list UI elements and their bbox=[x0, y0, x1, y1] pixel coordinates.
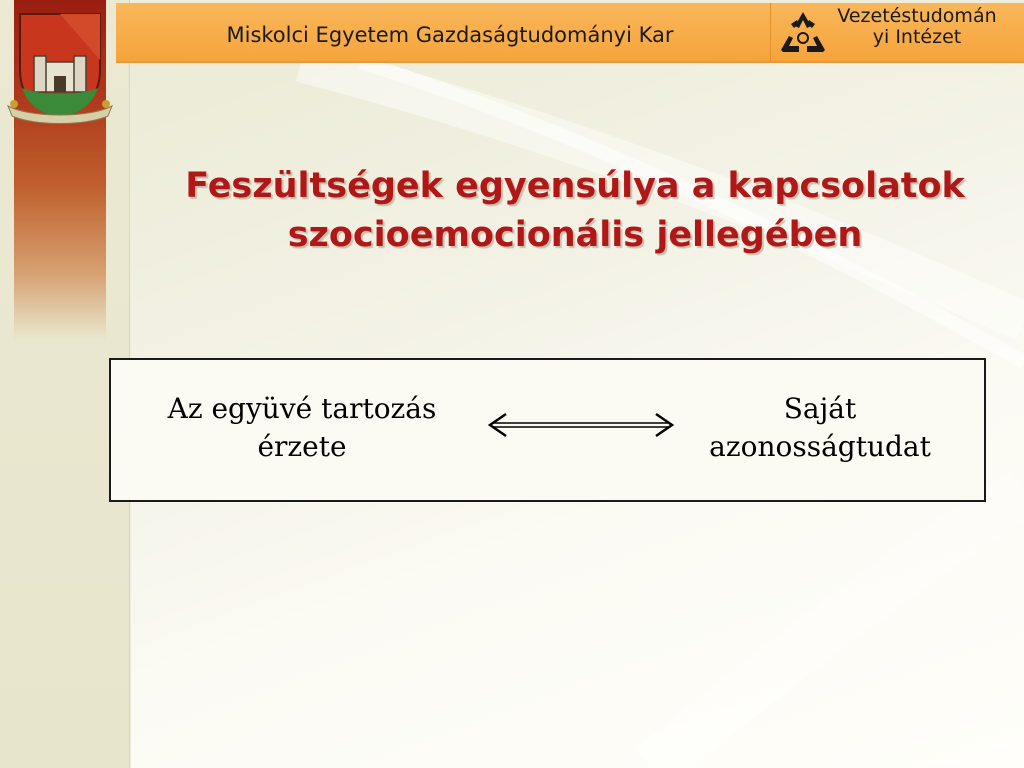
institute-name-line1: Vezetéstudomán bbox=[837, 5, 997, 27]
faculty-name: Miskolci Egyetem Gazdaságtudományi Kar bbox=[226, 23, 674, 47]
left-term-line1: Az együvé tartozás bbox=[167, 392, 437, 425]
slide-title-line1: Feszültségek egyensúlya a kapcsolatok bbox=[185, 166, 965, 206]
slide-title bbox=[140, 162, 1010, 260]
double-arrow-icon bbox=[486, 412, 676, 438]
slide-title-line2: szocioemocionális jellegében bbox=[287, 215, 863, 255]
institute-name-line2: yi Intézet bbox=[872, 26, 962, 48]
university-crest-icon bbox=[0, 0, 120, 135]
institute-name bbox=[812, 6, 1022, 48]
right-term-line2: azonosságtudat bbox=[709, 430, 931, 463]
left-term-line2: érzete bbox=[257, 430, 347, 463]
header-divider bbox=[770, 3, 771, 61]
right-term-line1: Saját bbox=[783, 392, 857, 425]
right-term bbox=[690, 390, 950, 466]
left-term bbox=[142, 390, 462, 466]
